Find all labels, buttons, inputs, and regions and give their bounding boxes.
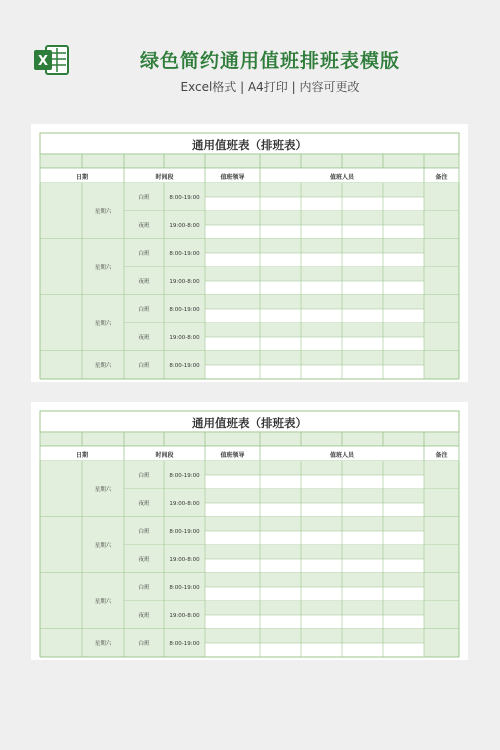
column-header: 备注: [435, 452, 448, 459]
schedule-table: [31, 402, 468, 660]
column-header: 值班人员: [329, 174, 355, 181]
column-header: 日期: [75, 174, 89, 181]
schedule-sheet: [31, 402, 468, 660]
shift-name: 白班: [138, 529, 150, 535]
shift-time: 8:00-19:00: [169, 473, 200, 479]
shift-time: 8:00-19:00: [169, 307, 200, 313]
weekday-label: 星期六: [94, 487, 112, 493]
shift-name: 夜班: [138, 613, 150, 619]
shift-time: 8:00-19:00: [169, 195, 200, 201]
column-header: 时间段: [155, 452, 174, 459]
table-title: 通用值班表（排班表）: [192, 416, 307, 430]
shift-name: 白班: [138, 251, 150, 257]
shift-name: 白班: [138, 363, 150, 369]
page-title: 绿色简约通用值班排班表模版: [139, 50, 400, 72]
shift-name: 白班: [138, 307, 150, 313]
column-header: 日期: [75, 452, 89, 459]
shift-time: 19:00-8:00: [169, 557, 200, 563]
shift-time: 8:00-19:00: [169, 363, 200, 369]
column-header: 值班领导: [220, 174, 245, 181]
page-subtitle: Excel格式 | A4打印 | 内容可更改: [180, 80, 360, 94]
shift-time: 8:00-19:00: [169, 585, 200, 591]
column-header: 值班人员: [329, 452, 355, 459]
shift-time: 19:00-8:00: [169, 335, 200, 341]
weekday-label: 星期六: [94, 599, 112, 605]
shift-name: 白班: [138, 473, 150, 479]
weekday-label: 星期六: [94, 641, 112, 647]
column-header: 值班领导: [220, 452, 245, 459]
shift-name: 白班: [138, 585, 150, 591]
weekday-label: 星期六: [94, 321, 112, 327]
shift-name: 夜班: [138, 223, 150, 229]
shift-time: 19:00-8:00: [169, 613, 200, 619]
column-header: 时间段: [155, 174, 174, 181]
shift-name: 夜班: [138, 279, 150, 285]
page-header: [0, 0, 500, 110]
shift-name: 白班: [138, 195, 150, 201]
column-header: 备注: [435, 174, 448, 181]
shift-time: 19:00-8:00: [169, 501, 200, 507]
weekday-label: 星期六: [94, 543, 112, 549]
weekday-label: 星期六: [94, 209, 112, 215]
shift-name: 夜班: [138, 557, 150, 563]
shift-name: 夜班: [138, 335, 150, 341]
shift-name: 夜班: [138, 501, 150, 507]
shift-time: 19:00-8:00: [169, 223, 200, 229]
table-title: 通用值班表（排班表）: [192, 138, 307, 152]
weekday-label: 星期六: [94, 265, 112, 271]
schedule-table: [31, 124, 468, 382]
shift-time: 8:00-19:00: [169, 251, 200, 257]
logo-letter: X: [37, 54, 49, 69]
shift-name: 白班: [138, 641, 150, 647]
shift-time: 8:00-19:00: [169, 641, 200, 647]
weekday-label: 星期六: [94, 363, 112, 369]
schedule-sheet: [31, 124, 468, 382]
shift-time: 19:00-8:00: [169, 279, 200, 285]
shift-time: 8:00-19:00: [169, 529, 200, 535]
